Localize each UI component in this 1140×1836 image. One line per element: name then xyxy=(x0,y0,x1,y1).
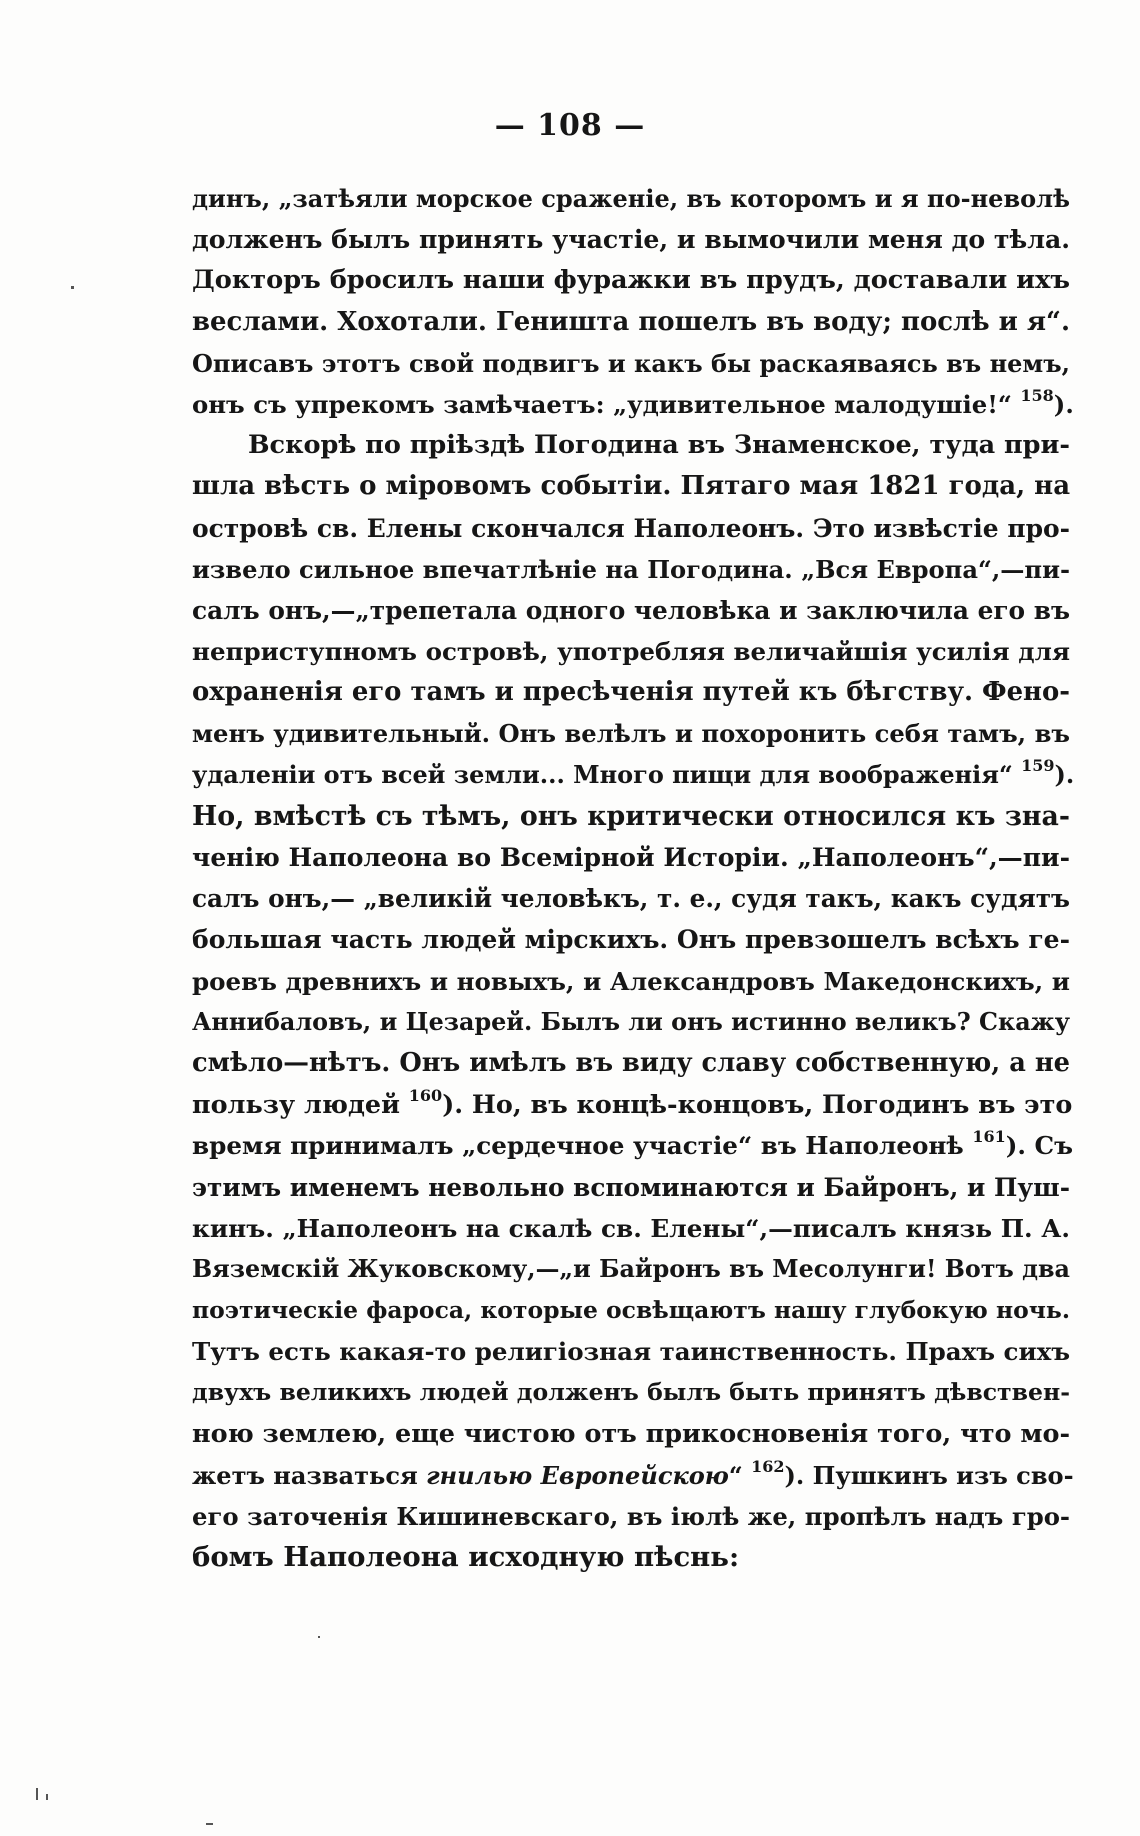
margin-speck xyxy=(318,1636,320,1638)
text-line xyxy=(192,1372,1070,1413)
text-line xyxy=(192,755,1075,796)
text-line xyxy=(192,631,1070,672)
text-line xyxy=(192,1208,1070,1249)
line-text: онъ съ упрекомъ замѣчаетъ: „удивительное малодушіе!“ xyxy=(192,389,1021,419)
line-text: “ xyxy=(728,1460,752,1490)
line-text: веслами. Хохотали. Геништа пошелъ въ воду; послѣ и я“. xyxy=(192,306,1070,337)
text-line xyxy=(192,1084,1073,1125)
footnote-ref: 158 xyxy=(1020,385,1054,405)
line-text: смѣло—нѣтъ. Онъ имѣлъ въ виду славу собственную, а не xyxy=(192,1047,1070,1078)
text-line xyxy=(192,837,1070,878)
text-line xyxy=(192,425,1070,466)
text-line xyxy=(192,549,1070,590)
text-line xyxy=(192,1249,1070,1290)
text-line xyxy=(192,1290,1070,1331)
line-text: ченію Наполеона во Всемірной Исторіи. „Наполеонъ“,—пи- xyxy=(192,842,1070,872)
line-text: ). xyxy=(1054,760,1075,789)
line-text: шла вѣсть о міровомъ событіи. Пятаго мая 1821 года, на xyxy=(192,471,1071,502)
line-text: салъ онъ,—„трепетала одного человѣка и заключила его въ xyxy=(192,595,1070,625)
line-text: Но, вмѣстѣ съ тѣмъ, онъ критически относился къ зна- xyxy=(192,800,1070,832)
footnote-ref: 159 xyxy=(1021,755,1055,775)
line-text: извело сильное впечатлѣніе на Погодина. „Вся Европа“,—пи- xyxy=(192,554,1070,584)
line-text: салъ онъ,— „великій человѣкъ, т. е., судя такъ, какъ судятъ xyxy=(192,884,1070,914)
text-line xyxy=(192,1414,1070,1455)
footnote-ref: 162 xyxy=(751,1456,785,1476)
body-text xyxy=(192,178,1075,1578)
text-line xyxy=(192,343,1070,384)
margin-speck xyxy=(71,286,74,289)
line-text: его заточенія Кишиневскаго, въ іюлѣ же, пропѣлъ надъ гро- xyxy=(192,1502,1070,1531)
text-line xyxy=(192,796,1070,837)
text-line xyxy=(192,384,1074,425)
line-text: этимъ именемъ невольно вспоминаются и Байронъ, и Пуш- xyxy=(192,1172,1070,1202)
line-text: роевъ древнихъ и новыхъ, и Александровъ Македонскихъ, и xyxy=(192,966,1070,996)
text-line xyxy=(192,260,1070,301)
line-text: бомъ Наполеона исходную пѣснь: xyxy=(192,1541,740,1574)
text-line xyxy=(192,1043,1070,1084)
text-line xyxy=(192,919,1070,960)
text-line xyxy=(192,1125,1074,1166)
text-line xyxy=(192,302,1070,343)
line-text: менъ удивительный. Онъ велѣлъ и похоронить себя тамъ, въ xyxy=(192,719,1070,749)
text-line xyxy=(192,878,1070,919)
italic-phrase: гнилью Европейскою xyxy=(426,1460,729,1490)
margin-speck xyxy=(46,1794,48,1800)
line-text: долженъ былъ принять участіе, и вымочили меня до тѣла. xyxy=(192,224,1070,255)
line-text: пользу людей xyxy=(192,1089,409,1120)
line-text: Описавъ этотъ свой подвигъ и какъ бы раскаяваясь въ немъ, xyxy=(192,348,1070,378)
line-text: неприступномъ островѣ, употребляя величайшія усилія для xyxy=(192,637,1070,667)
line-text: Тутъ есть какая-то религіозная таинственность. Прахъ сихъ xyxy=(192,1337,1071,1367)
text-line xyxy=(192,961,1070,1002)
line-text: охраненія его тамъ и пресѣченія путей къ бѣгству. Фено- xyxy=(192,677,1070,708)
line-text: жетъ назваться xyxy=(192,1460,427,1490)
margin-speck xyxy=(36,1788,38,1800)
line-text: удаленіи отъ всей земли... Много пищи для воображенія“ xyxy=(192,760,1022,789)
text-line xyxy=(192,508,1070,549)
footnote-ref: 160 xyxy=(408,1086,443,1106)
line-text: ). xyxy=(1053,389,1074,419)
line-text: ). Но, въ концѣ-концовъ, Погодинъ въ это xyxy=(442,1089,1073,1120)
line-text: ною землею, еще чистою отъ прикосновенія того, что мо- xyxy=(192,1418,1070,1449)
text-line xyxy=(192,672,1070,713)
text-line xyxy=(192,713,1070,754)
line-text: Вскорѣ по пріѣздѣ Погодина въ Знаменское, туда при- xyxy=(248,430,1070,461)
line-text: двухъ великихъ людей долженъ былъ быть принятъ дѣвствен- xyxy=(192,1378,1070,1407)
footnote-ref: 161 xyxy=(972,1127,1006,1147)
text-line xyxy=(192,178,1070,219)
text-line xyxy=(192,590,1070,631)
text-line xyxy=(192,1496,1070,1537)
line-text: кинъ. „Наполеонъ на скалѣ св. Елены“,—писалъ князь П. А. xyxy=(192,1213,1070,1243)
text-line xyxy=(192,1537,1070,1578)
line-text: Аннибаловъ, и Цезарей. Былъ ли онъ истинно великъ? Скажу xyxy=(192,1007,1070,1036)
line-text: ). Пушкинъ изъ сво- xyxy=(784,1460,1074,1490)
line-text: островѣ св. Елены скончался Наполеонъ. Это извѣстіе про- xyxy=(192,513,1070,543)
line-text: время принималъ „сердечное участіе“ въ Наполеонѣ xyxy=(192,1131,973,1161)
line-text: ). Съ xyxy=(1005,1131,1074,1161)
line-text: Вяземскій Жуковскому,—„и Байронъ въ Месолунги! Вотъ два xyxy=(192,1254,1070,1283)
text-line xyxy=(192,1002,1070,1043)
line-text: Докторъ бросилъ наши фуражки въ прудъ, доставали ихъ xyxy=(192,265,1070,296)
text-line xyxy=(192,219,1070,260)
text-line xyxy=(192,1167,1070,1208)
margin-speck xyxy=(206,1823,213,1825)
text-line xyxy=(192,1331,1070,1372)
text-line xyxy=(192,1455,1074,1496)
line-text: поэтическіе фароса, которые освѣщаютъ нашу глубокую ночь. xyxy=(192,1296,1070,1325)
line-text: большая часть людей мірскихъ. Онъ превзошелъ всѣхъ ге- xyxy=(192,924,1070,955)
text-line xyxy=(192,466,1070,507)
line-text: динъ, „затѣяли морское сраженіе, въ которомъ и я по-неволѣ xyxy=(192,184,1070,213)
page-number: — 108 — xyxy=(494,108,646,143)
